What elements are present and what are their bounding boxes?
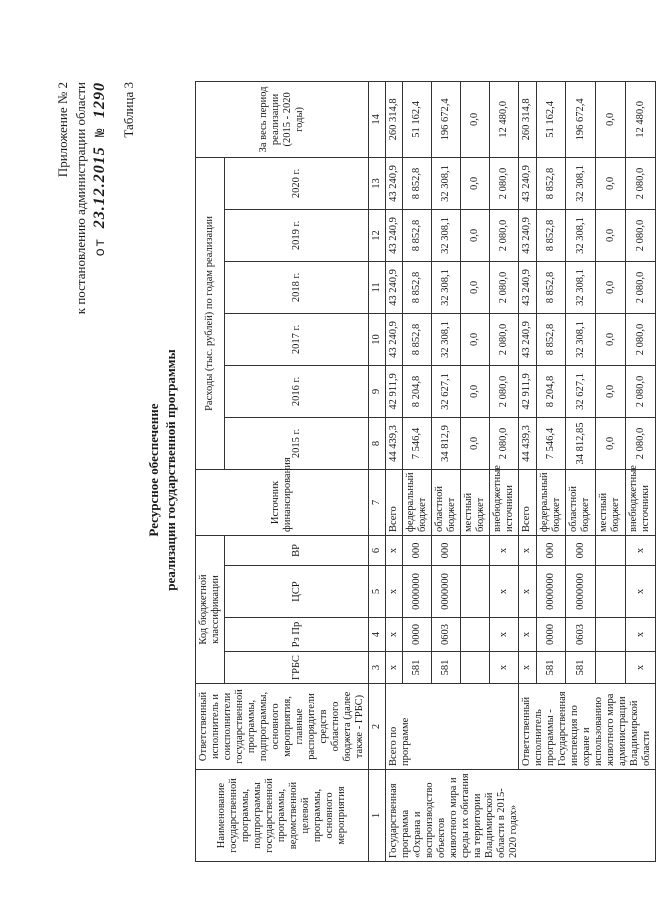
cell-value: 196 672,4 [432,81,461,157]
resolution-reference: к постановлению администрации области [73,82,88,315]
cell-vr: 000 [403,535,432,565]
cell-csr: 0000000 [432,566,461,618]
cell-rzpr [596,618,626,652]
cell-vr: 000 [432,535,461,565]
cell-value: 32 308,1 [566,209,596,261]
cell-source: областной бюджет [432,469,461,535]
cell-value: 0,0 [461,313,490,365]
table-row [386,81,403,861]
header-csr: ЦСР [225,566,369,618]
cell-value: 32 308,1 [566,157,596,209]
cell-value: 8 852,8 [403,209,432,261]
cell-vr: x [626,535,656,565]
cell-grbs: x [386,652,403,684]
cell-value: 2 080,0 [490,365,519,417]
header-year-2020: 2020 г. [225,157,369,209]
cell-grbs: 581 [432,652,461,684]
cell-value: 43 240,9 [519,209,537,261]
cell-value: 43 240,9 [386,209,403,261]
cell-value: 12 480,0 [626,81,656,157]
number-value: 1290 [91,82,108,118]
cell-source: Всего [519,469,537,535]
column-number-row [369,81,386,861]
header-year-2015: 2015 г. [225,417,369,469]
cell-grbs [461,652,490,684]
cell-grbs: x [626,652,656,684]
date-prefix: от [93,237,109,257]
cell-csr: 0000000 [403,566,432,618]
header-name: Наименование государственной программы, подпрограммы государственной программы, ведомственной целевой программы, основного мероприятия [196,770,369,862]
cell-value: 32 308,1 [432,209,461,261]
cell-csr: 0000000 [536,566,566,618]
cell-value: 43 240,9 [386,261,403,313]
header-year-2016: 2016 г. [225,365,369,417]
cell-source: областной бюджет [566,469,596,535]
cell-csr [461,566,490,618]
cell-rzpr: 0000 [403,618,432,652]
cell-value: 8 852,8 [403,157,432,209]
header-responsible: Ответственный исполнитель и соисполнители государственной программы, подпрограммы, основного мероприятия, главные распорядители средств областного бюджета (далее также - ГРБС) [196,684,369,770]
cell-value: 32 308,1 [432,157,461,209]
document-title [145,60,179,880]
cell-rzpr: x [626,618,656,652]
cell-value: 32 627,1 [566,365,596,417]
cell-value: 2 080,0 [626,261,656,313]
cell-csr: x [626,566,656,618]
title-line-1: Ресурсное обеспечение [146,403,161,537]
col-number: 8 [369,417,386,469]
cell-value: 2 080,0 [626,209,656,261]
cell-value: 42 911,9 [386,365,403,417]
col-number: 5 [369,566,386,618]
cell-value: 8 852,8 [403,261,432,313]
cell-value: 34 812,85 [566,417,596,469]
cell-value: 44 439,3 [519,417,537,469]
col-number: 6 [369,535,386,565]
cell-value: 32 308,1 [432,261,461,313]
cell-value: 32 627,1 [432,365,461,417]
header-year-2017: 2017 г. [225,313,369,365]
cell-value: 0,0 [596,261,626,313]
cell-value: 2 080,0 [626,417,656,469]
col-number: 4 [369,618,386,652]
cell-value: 260 314,8 [386,81,403,157]
cell-rzpr: 0603 [432,618,461,652]
cell-source: внебюджетные источники [626,469,656,535]
cell-value: 32 308,1 [566,313,596,365]
cell-source: внебюджетные источники [490,469,519,535]
header-vr: ВР [225,535,369,565]
header-grbs: ГРБС [225,652,369,684]
cell-rzpr: 0000 [536,618,566,652]
cell-value: 51 162,4 [403,81,432,157]
cell-value: 7 546,4 [403,417,432,469]
col-number: 7 [369,469,386,535]
cell-value: 12 480,0 [490,81,519,157]
cell-value: 8 204,8 [403,365,432,417]
cell-value: 7 546,4 [536,417,566,469]
col-number: 14 [369,81,386,157]
cell-grbs: x [519,652,537,684]
header-year-2018: 2018 г. [225,261,369,313]
col-number: 13 [369,157,386,209]
cell-value: 0,0 [596,209,626,261]
col-number: 9 [369,365,386,417]
cell-value: 44 439,3 [386,417,403,469]
cell-value: 8 852,8 [536,157,566,209]
cell-vr [596,535,626,565]
header-source: Источник финансирования [196,469,369,535]
date-value: 23.12.2015 [91,146,108,229]
cell-vr: 000 [536,535,566,565]
cell-value: 43 240,9 [386,313,403,365]
cell-vr: x [386,535,403,565]
table-number: Таблица 3 [121,82,136,138]
cell-value: 2 080,0 [490,417,519,469]
cell-value: 2 080,0 [626,157,656,209]
cell-value: 0,0 [461,417,490,469]
cell-value: 2 080,0 [490,313,519,365]
cell-csr [596,566,626,618]
cell-value: 51 162,4 [536,81,566,157]
cell-value: 43 240,9 [519,313,537,365]
header-year-2019: 2019 г. [225,209,369,261]
header-rzpr: Рз Пр [225,618,369,652]
col-number: 3 [369,652,386,684]
cell-grbs [596,652,626,684]
rotated-document [25,60,652,880]
program-name: Государственная программа «Охрана и воспроизводство объектов животного мира и среды их обитания на территории Владимирской области в 2015-2020 годах» [386,770,656,862]
cell-value: 32 308,1 [566,261,596,313]
cell-value: 42 911,9 [519,365,537,417]
cell-value: 2 080,0 [490,261,519,313]
cell-grbs: x [490,652,519,684]
cell-vr: 000 [566,535,596,565]
cell-value: 8 852,8 [403,313,432,365]
cell-grbs: 581 [566,652,596,684]
resolution-date-line [91,82,109,256]
cell-value: 0,0 [596,313,626,365]
cell-rzpr: x [490,618,519,652]
cell-csr: x [490,566,519,618]
cell-value: 34 812,9 [432,417,461,469]
cell-value: 8 852,8 [536,313,566,365]
cell-value: 2 080,0 [490,157,519,209]
cell-grbs: 581 [536,652,566,684]
cell-value: 0,0 [461,261,490,313]
cell-value: 2 080,0 [490,209,519,261]
col-number: 2 [369,684,386,770]
col-number: 11 [369,261,386,313]
cell-grbs: 581 [403,652,432,684]
cell-value: 43 240,9 [519,157,537,209]
cell-source: местный бюджет [596,469,626,535]
col-number: 10 [369,313,386,365]
header-expenses: Расходы (тыс. рублей) по годам реализации [196,157,225,469]
cell-rzpr: x [519,618,537,652]
cell-value: 0,0 [596,417,626,469]
cell-value: 0,0 [461,209,490,261]
table-row [519,81,537,861]
cell-value: 2 080,0 [626,313,656,365]
cell-rzpr [461,618,490,652]
cell-value: 0,0 [461,81,490,157]
appendix-label: Приложение № 2 [55,82,70,178]
cell-rzpr: x [386,618,403,652]
cell-value: 0,0 [596,365,626,417]
cell-source: федеральный бюджет [536,469,566,535]
cell-value: 2 080,0 [626,365,656,417]
col-number: 1 [369,770,386,862]
header-budget-code: Код бюджетной классификации [196,535,225,683]
cell-value: 0,0 [461,365,490,417]
cell-value: 8 852,8 [536,209,566,261]
col-number: 12 [369,209,386,261]
cell-value: 8 852,8 [536,261,566,313]
header-total: За весь период реализации (2015 - 2020 годы) [196,81,369,157]
cell-value: 196 672,4 [566,81,596,157]
cell-vr: x [490,535,519,565]
cell-value: 43 240,9 [386,157,403,209]
cell-source: местный бюджет [461,469,490,535]
cell-value: 32 308,1 [432,313,461,365]
cell-rzpr: 0603 [566,618,596,652]
responsible-total: Всего по программе [386,684,519,770]
cell-csr: 0000000 [566,566,596,618]
cell-value: 260 314,8 [519,81,537,157]
number-prefix: № [93,127,109,137]
resource-table [195,81,656,862]
cell-vr [461,535,490,565]
cell-vr: x [519,535,537,565]
cell-csr: x [519,566,537,618]
title-line-2: реализации государственной программы [163,349,178,591]
cell-value: 0,0 [596,81,626,157]
cell-value: 43 240,9 [519,261,537,313]
responsible-executor: Ответственный исполнитель программы - Государственная инспекция по охране и использованию животного мира администрации Владимирской области [519,684,656,770]
cell-value: 0,0 [596,157,626,209]
cell-value: 8 204,8 [536,365,566,417]
cell-csr: x [386,566,403,618]
cell-value: 0,0 [461,157,490,209]
cell-source: федеральный бюджет [403,469,432,535]
cell-source: Всего [386,469,403,535]
